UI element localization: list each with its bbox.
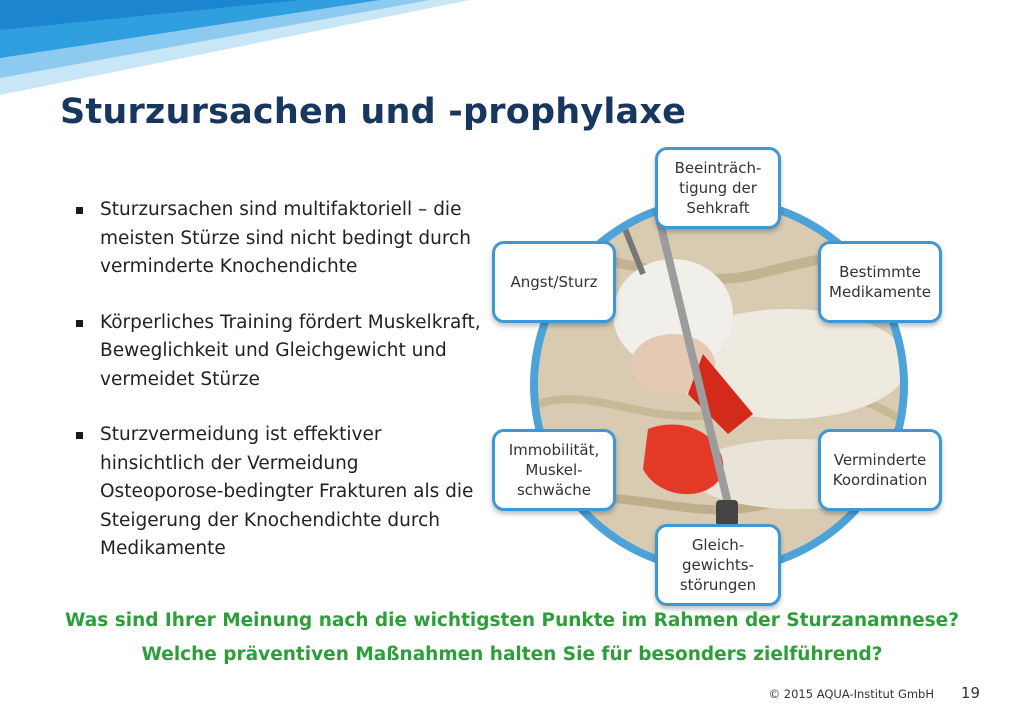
bullet-text: Sturzvermeidung ist effektiver hinsichtlich der Vermeidung Osteoporose-bedingter Frakturen als die Steigerung der Knochendichte durch Medikamente xyxy=(100,424,474,559)
bullet-item xyxy=(76,196,486,282)
cause-box-balance: Gleich-gewichts-störungen xyxy=(655,524,781,606)
cause-box-fear: Angst/Sturz xyxy=(492,241,616,323)
bullet-text: Körperliches Training fördert Muskelkraft, Beweglichkeit und Gleichgewicht und vermeidet Stürze xyxy=(100,311,481,390)
bullet-item xyxy=(76,421,486,564)
page-number: 19 xyxy=(960,684,980,702)
bullet-list xyxy=(76,196,486,591)
discussion-question-1: Was sind Ihrer Meinung nach die wichtigsten Punkte im Rahmen der Sturzanamnese? xyxy=(65,610,959,631)
cause-box-immobility: Immobilität, Muskel-schwäche xyxy=(492,429,616,511)
discussion-question-2: Welche präventiven Maßnahmen halten Sie für besonders zielführend? xyxy=(141,644,883,665)
cause-box-medication: Bestimmte Medikamente xyxy=(818,241,942,323)
bullet-icon xyxy=(76,432,83,439)
slide-title: Sturzursachen und -prophylaxe xyxy=(60,92,687,132)
bullet-item xyxy=(76,309,486,395)
bullet-text: Sturzursachen sind multifaktoriell – die meisten Stürze sind nicht bedingt durch verminderte Knochendichte xyxy=(100,199,471,277)
cause-box-vision: Beeinträch-tigung der Sehkraft xyxy=(655,147,781,229)
cause-box-coordination: Verminderte Koordination xyxy=(818,429,942,511)
bullet-icon xyxy=(76,207,83,214)
copyright-footer: © 2015 AQUA-Institut GmbH xyxy=(768,687,934,701)
bullet-icon xyxy=(76,320,83,327)
